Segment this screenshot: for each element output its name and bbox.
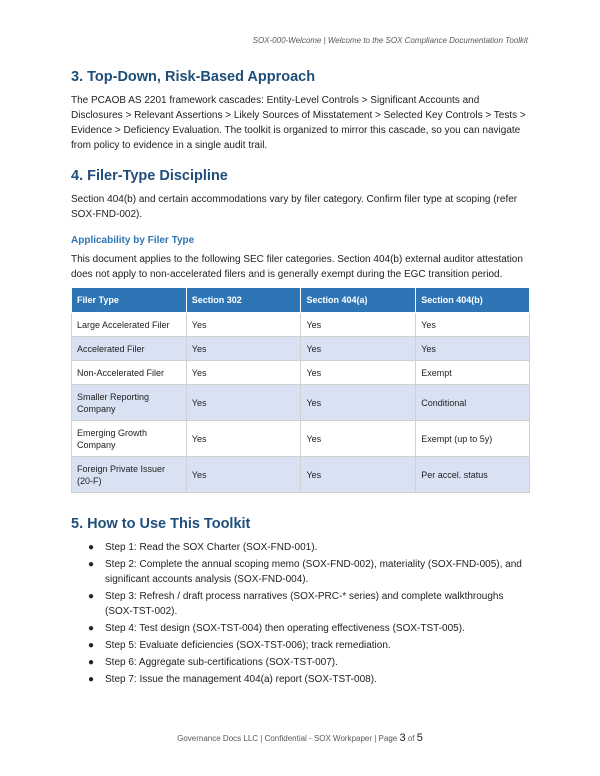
footer-of: of (407, 734, 415, 743)
section-paragraph: The PCAOB AS 2201 framework cascades: Entity-Level Controls > Significant Accounts and Disclosures > Relevant Assertions > Likely Sources of Misstatement > Selected Key Controls > Tests > Evidence > Deficiency Evaluation. The toolkit is organized to mirror this cascade, so you can navigate from policy to evidence in a single audit trail. (71, 95, 526, 151)
table-cell: Emerging Growth Company (72, 421, 187, 457)
section-paragraph: Section 404(b) and certain accommodations vary by filer category. Confirm filer type at scoping (refer SOX-FND-002). (71, 194, 518, 220)
table-cell: Yes (186, 337, 301, 361)
table-cell: Accelerated Filer (72, 337, 187, 361)
list-item (88, 557, 529, 587)
table-cell: Yes (301, 337, 416, 361)
table-cell: Yes (186, 421, 301, 457)
table-cell: Yes (186, 313, 301, 337)
table-row (72, 361, 530, 385)
list-item-text: Step 4: Test design (SOX-TST-004) then operating effectiveness (SOX-TST-005). (105, 623, 465, 634)
table-cell: Yes (416, 313, 530, 337)
table-cell: Yes (186, 457, 301, 493)
table-row (72, 385, 530, 421)
page-number: 3 (399, 732, 406, 744)
bullet-icon: ● (88, 657, 95, 668)
section-how-to-use (71, 515, 529, 687)
section-heading: 5. How to Use This Toolkit (71, 516, 251, 532)
bullet-icon: ● (88, 591, 95, 602)
list-item (88, 655, 529, 670)
column-header: Section 302 (186, 288, 301, 313)
table-row (72, 421, 530, 457)
bullet-icon: ● (88, 623, 95, 634)
list-item (88, 672, 529, 687)
list-item-text: Step 3: Refresh / draft process narratives (SOX-PRC-* series) and complete walkthroughs (SOX-TST-002). (105, 591, 504, 617)
table-cell: Exempt (up to 5y) (416, 421, 530, 457)
table-row (72, 337, 530, 361)
table-row (72, 313, 530, 337)
table-cell: Smaller Reporting Company (72, 385, 187, 421)
steps-list (71, 540, 529, 687)
table-cell: Yes (301, 361, 416, 385)
table-cell: Yes (186, 385, 301, 421)
table-header-row (72, 288, 530, 313)
list-item-text: Step 1: Read the SOX Charter (SOX-FND-001). (105, 542, 318, 553)
section-filer-type (71, 167, 529, 493)
table-cell: Yes (416, 337, 530, 361)
list-item (88, 540, 529, 555)
bullet-icon: ● (88, 674, 95, 685)
subsection-heading: Applicability by Filer Type (71, 235, 195, 246)
table-cell: Foreign Private Issuer (20-F) (72, 457, 187, 493)
list-item (88, 621, 529, 636)
table-row (72, 457, 530, 493)
table-cell: Yes (186, 361, 301, 385)
column-header: Section 404(a) (301, 288, 416, 313)
column-header: Section 404(b) (416, 288, 530, 313)
bullet-icon: ● (88, 542, 95, 553)
subsection-paragraph: This document applies to the following SEC filer categories. Section 404(b) external auditor attestation does not apply to non-accelerated filers and is generally exempt during the EGC transition period. (71, 254, 523, 280)
running-header: SOX-000-Welcome | Welcome to the SOX Compliance Documentation Toolkit (252, 36, 528, 45)
list-item (88, 589, 529, 619)
section-heading: 4. Filer-Type Discipline (71, 168, 228, 184)
table-cell: Per accel. status (416, 457, 530, 493)
section-heading: 3. Top-Down, Risk-Based Approach (71, 69, 316, 85)
footer-text: Governance Docs LLC | Confidential - SOX Workpaper | Page (177, 734, 398, 743)
table-cell: Yes (301, 385, 416, 421)
page-footer (0, 732, 600, 744)
list-item-text: Step 2: Complete the annual scoping memo (SOX-FND-002), materiality (SOX-FND-005), and significant accounts analysis (SOX-FND-004). (105, 559, 522, 585)
table-cell: Yes (301, 421, 416, 457)
list-item-text: Step 7: Issue the management 404(a) report (SOX-TST-008). (105, 674, 377, 685)
list-item-text: Step 6: Aggregate sub-certifications (SOX-TST-007). (105, 657, 338, 668)
table-cell: Exempt (416, 361, 530, 385)
page-total: 5 (416, 732, 423, 744)
filer-applicability-table (71, 287, 530, 493)
list-item (88, 638, 529, 653)
page-content (71, 68, 529, 689)
bullet-icon: ● (88, 640, 95, 651)
table-cell: Yes (301, 457, 416, 493)
column-header: Filer Type (72, 288, 187, 313)
section-top-down-approach (71, 68, 529, 153)
table-cell: Non-Accelerated Filer (72, 361, 187, 385)
table-cell: Conditional (416, 385, 530, 421)
bullet-icon: ● (88, 559, 95, 570)
table-cell: Large Accelerated Filer (72, 313, 187, 337)
list-item-text: Step 5: Evaluate deficiencies (SOX-TST-006); track remediation. (105, 640, 391, 651)
table-cell: Yes (301, 313, 416, 337)
